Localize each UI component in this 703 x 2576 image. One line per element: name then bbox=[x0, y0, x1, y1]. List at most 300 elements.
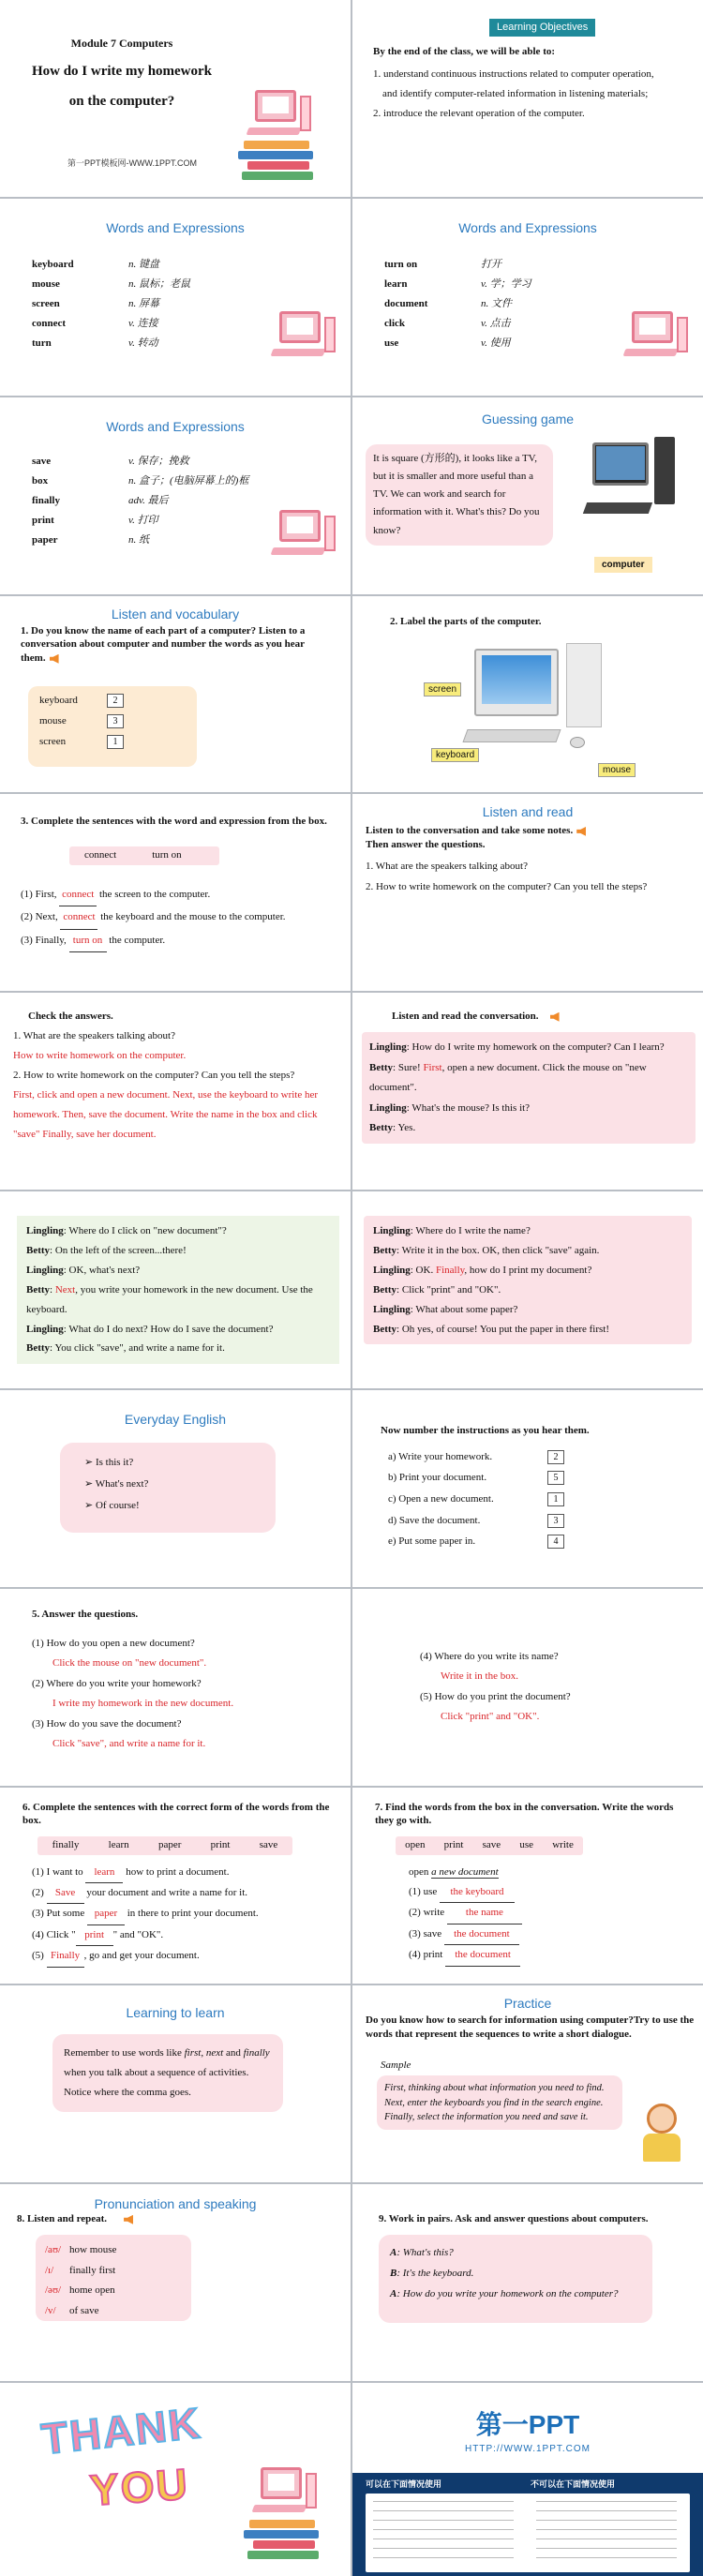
text: I write my homework in the new document. bbox=[52, 1698, 234, 1710]
slide-words-3 bbox=[0, 397, 351, 594]
text: (3) How do you save the document? bbox=[32, 1717, 182, 1730]
text: : Sure! bbox=[393, 1061, 424, 1073]
text: : Where do I write the name? bbox=[410, 1225, 531, 1237]
text: the document bbox=[445, 1945, 520, 1966]
link-table bbox=[366, 2494, 690, 2572]
slide-heading: Listen and vocabulary bbox=[111, 606, 240, 622]
list-item bbox=[409, 1863, 522, 1882]
text: , bbox=[201, 2047, 206, 2059]
text: : It's the keyboard. bbox=[396, 2268, 474, 2280]
dialogue-box bbox=[364, 1216, 692, 1344]
sample-text: First, thinking about what information you need to find. Next, enter the keyboards you find in the search engine. Finally, select the information you need and save it. bbox=[377, 2075, 622, 2130]
text: /v/ bbox=[45, 2304, 56, 2316]
slide-objectives bbox=[352, 0, 703, 197]
word-table bbox=[384, 255, 531, 353]
slide-listen-read bbox=[352, 794, 703, 991]
text: print bbox=[210, 1839, 231, 1851]
label-screen: screen bbox=[424, 682, 461, 697]
list-item bbox=[409, 1925, 522, 1945]
text: First, click and open a new document. Next, use the keyboard to write her homework. Then, save the document. Write the name in the box and click "save" Finally, save her document. bbox=[13, 1088, 319, 1140]
list-item bbox=[39, 694, 186, 714]
list-item bbox=[388, 1467, 564, 1489]
sentence-list bbox=[32, 1863, 259, 1968]
list-item bbox=[388, 1446, 564, 1468]
text: learn bbox=[108, 1839, 129, 1851]
text: (4) Click " bbox=[32, 1928, 76, 1940]
text: n. 盒子；(电脑屏幕上的)框 bbox=[128, 474, 249, 487]
word-row bbox=[32, 275, 190, 294]
text: n. 键盘 bbox=[128, 258, 159, 270]
text: (1) use bbox=[409, 1886, 440, 1898]
sample-label: Sample bbox=[381, 2059, 411, 2072]
text: e) Put some paper in. bbox=[388, 1535, 476, 1548]
slide-heading: Learning to learn bbox=[126, 2005, 225, 2021]
text: : Click "print" and "OK". bbox=[396, 1283, 501, 1295]
text: " and "OK". bbox=[112, 1928, 164, 1940]
girl-illustration bbox=[636, 2100, 688, 2165]
vocab-box bbox=[28, 686, 197, 767]
text: the keyboard and the mouse to the computer. bbox=[97, 911, 286, 923]
text: save bbox=[482, 1839, 501, 1851]
list-item bbox=[45, 2281, 182, 2300]
list-item bbox=[21, 884, 286, 906]
footer-panel bbox=[352, 2473, 703, 2576]
text: screen bbox=[39, 735, 67, 747]
text: (3) Finally, bbox=[21, 934, 69, 946]
computer-diagram bbox=[465, 643, 615, 774]
text: save bbox=[32, 455, 52, 467]
text: the computer. bbox=[106, 934, 166, 946]
text: Write it in the box. bbox=[441, 1670, 518, 1683]
slide-conversation-2 bbox=[0, 1191, 351, 1388]
computer-photo bbox=[576, 437, 679, 540]
text: : What's the mouse? Is this it? bbox=[406, 1101, 531, 1114]
riddle-text: It is square (方形的), it looks like a TV, but it is smaller and more useful than a TV. We can work and search for information with it. What's this? Do you know? bbox=[366, 444, 553, 546]
question-6: 6. Complete the sentences with the correct form of the words from the box. bbox=[22, 1801, 330, 1827]
text: adv. 最后 bbox=[128, 494, 169, 506]
list-item bbox=[388, 1531, 564, 1552]
text: home open bbox=[69, 2284, 115, 2297]
word-table bbox=[32, 452, 248, 550]
word-row bbox=[384, 334, 531, 353]
word-row bbox=[384, 255, 531, 275]
text: (1) I want to bbox=[32, 1865, 86, 1878]
text: (3) Put some bbox=[32, 1908, 87, 1920]
thank-text: THANK bbox=[38, 2398, 204, 2464]
answers bbox=[13, 1026, 343, 1144]
text: Lingling bbox=[369, 1041, 407, 1054]
text: (5) How do you print the document? bbox=[420, 1690, 571, 1702]
text: , you write your homework in the new document. Use the keyboard. bbox=[26, 1283, 313, 1315]
text: Listen to the conversation and take some notes. bbox=[366, 825, 574, 837]
text: connect bbox=[32, 317, 67, 329]
text: : On the left of the screen...there! bbox=[50, 1244, 187, 1256]
text: (3) save bbox=[409, 1927, 444, 1939]
slide-label-parts bbox=[352, 596, 703, 793]
text: 3 bbox=[547, 1514, 564, 1528]
text: 2. How to write homework on the computer? Can you tell the steps? bbox=[13, 1070, 295, 1081]
list-item: ➢ Of course! bbox=[84, 1495, 251, 1517]
text: connect bbox=[60, 906, 97, 929]
list-item bbox=[45, 2240, 182, 2260]
text: the name bbox=[447, 1903, 522, 1924]
list-item bbox=[32, 1904, 259, 1925]
list-item bbox=[388, 1510, 564, 1532]
text: : You click "save", and write a name for it. bbox=[50, 1342, 225, 1355]
slide-answer-questions-2 bbox=[352, 1589, 703, 1786]
text: A bbox=[390, 2247, 397, 2259]
slide-guessing-game bbox=[352, 397, 703, 594]
list-item bbox=[32, 1863, 259, 1883]
text: print bbox=[443, 1839, 464, 1851]
list-item: ➢ Is this it? bbox=[84, 1452, 251, 1474]
text: next bbox=[205, 2047, 224, 2059]
text: : OK, what's next? bbox=[63, 1264, 141, 1276]
computer-illustration bbox=[272, 510, 347, 566]
text: use bbox=[384, 337, 399, 349]
text: : Oh yes, of course! You put the paper in there first! bbox=[396, 1323, 610, 1335]
text: of save bbox=[69, 2304, 99, 2316]
text: v. 打印 bbox=[128, 514, 158, 526]
usage-forbidden: 不可以在下面情况使用 bbox=[531, 2479, 616, 2490]
text: a new document bbox=[431, 1865, 499, 1878]
conversation-heading bbox=[392, 1010, 560, 1024]
slide-conversation-1 bbox=[352, 993, 703, 1190]
word-box bbox=[37, 1836, 292, 1855]
text: finally bbox=[243, 2047, 270, 2059]
list-item bbox=[39, 735, 186, 756]
text: : How do I write my homework on the computer? Can I learn? bbox=[406, 1041, 665, 1054]
text: v. 使用 bbox=[481, 337, 511, 349]
text: Betty bbox=[373, 1244, 397, 1256]
slide-heading: Words and Expressions bbox=[106, 219, 245, 235]
text: Click "save", and write a name for it. bbox=[52, 1737, 206, 1749]
word-box bbox=[69, 846, 219, 865]
text: n. 鼠标；老鼠 bbox=[128, 277, 190, 290]
word-row bbox=[384, 314, 531, 334]
question-1 bbox=[21, 624, 330, 666]
word-table bbox=[32, 255, 190, 353]
slide-answer-questions-1 bbox=[0, 1589, 351, 1786]
text: Betty bbox=[26, 1244, 51, 1256]
text: Save bbox=[47, 1883, 84, 1904]
slide-check-answers bbox=[0, 993, 351, 1190]
text: Betty bbox=[26, 1342, 51, 1355]
text: v. 点击 bbox=[481, 317, 511, 329]
list-item: 1. What are the speakers talking about? bbox=[366, 861, 528, 873]
list-item bbox=[409, 1903, 522, 1924]
text: A bbox=[390, 2288, 397, 2300]
text: 8. Listen and repeat. bbox=[17, 2213, 108, 2225]
word-row bbox=[32, 472, 248, 491]
text: c) Open a new document. bbox=[388, 1493, 494, 1505]
text: Betty bbox=[369, 1121, 394, 1133]
word-box bbox=[396, 1836, 583, 1855]
text: Listen and read the conversation. bbox=[392, 1011, 539, 1023]
question-2: 2. Label the parts of the computer. bbox=[390, 615, 542, 627]
text: v. 保存；挽救 bbox=[128, 455, 189, 467]
question-8 bbox=[17, 2212, 133, 2226]
qa-list bbox=[420, 1647, 571, 1728]
computer-illustration bbox=[253, 2467, 328, 2524]
check-heading: Check the answers. bbox=[28, 1011, 113, 1023]
slide-complete-sentences bbox=[0, 794, 351, 991]
text: Lingling bbox=[26, 1225, 64, 1237]
text: , how do I print my document? bbox=[464, 1264, 592, 1276]
text: b) Print your document. bbox=[388, 1472, 487, 1484]
text: Betty bbox=[26, 1283, 51, 1295]
slide-words-2 bbox=[352, 199, 703, 396]
text: Next bbox=[54, 1283, 76, 1295]
text: Betty bbox=[369, 1061, 394, 1073]
text: in there to print your document. bbox=[124, 1908, 259, 1920]
slide-pronunciation bbox=[0, 2184, 351, 2381]
text: Lingling bbox=[373, 1303, 411, 1315]
text: click bbox=[384, 317, 405, 329]
text: 打开 bbox=[481, 258, 501, 270]
text: (4) Where do you write its name? bbox=[420, 1650, 559, 1662]
text: : What do I do next? How do I save the document? bbox=[63, 1323, 274, 1335]
objective-2: 2. introduce the relevant operation of the computer. bbox=[373, 107, 585, 119]
text: /aʊ/ bbox=[45, 2244, 62, 2256]
text: open bbox=[405, 1839, 426, 1851]
text: screen bbox=[32, 297, 60, 309]
text: how to print a document. bbox=[123, 1865, 230, 1878]
text: turn on bbox=[152, 849, 182, 861]
text: mouse bbox=[32, 277, 60, 290]
text: : What's this? bbox=[396, 2247, 454, 2259]
question-5: 5. Answer the questions. bbox=[32, 1608, 139, 1620]
slide-title bbox=[0, 0, 351, 197]
practice-question: Do you know how to search for information using computer?Try to use the words that represent the sequences to write a short dialogue. bbox=[366, 2014, 695, 2041]
slide-thank-you bbox=[0, 2383, 351, 2576]
text: box bbox=[32, 474, 49, 487]
slide-heading: Everyday English bbox=[124, 1411, 227, 1427]
text: Click the mouse on "new document". bbox=[52, 1657, 207, 1670]
brand-url[interactable]: HTTP://WWW.1PPT.COM bbox=[465, 2444, 591, 2455]
text: keyboard bbox=[39, 694, 78, 706]
text: learn bbox=[85, 1863, 123, 1883]
text: use bbox=[519, 1839, 534, 1851]
text: : Write it in the box. OK, then click "save" again. bbox=[396, 1244, 600, 1256]
text: How to write homework on the computer. bbox=[13, 1050, 187, 1062]
text: Remember to use words like bbox=[64, 2047, 185, 2059]
text: mouse bbox=[39, 714, 67, 726]
phoneme-box bbox=[36, 2235, 191, 2321]
text: First bbox=[423, 1061, 442, 1073]
text: a) Write your homework. bbox=[388, 1450, 493, 1462]
label-keyboard: keyboard bbox=[431, 748, 479, 763]
text: turn bbox=[32, 337, 52, 349]
text: d) Save the document. bbox=[388, 1514, 481, 1526]
books-illustration bbox=[240, 2520, 334, 2567]
answer-label: computer bbox=[594, 557, 652, 574]
text: 1 bbox=[107, 735, 124, 749]
instruction-list bbox=[388, 1446, 564, 1552]
slide-heading: Pronunciation and speaking bbox=[94, 2196, 257, 2212]
word-row bbox=[32, 491, 248, 511]
list-item bbox=[32, 1946, 259, 1967]
text: write bbox=[552, 1839, 574, 1851]
phrase-list bbox=[409, 1863, 522, 1967]
text: and bbox=[223, 2047, 244, 2059]
text: paper bbox=[87, 1904, 125, 1925]
speaker-icon[interactable] bbox=[576, 827, 586, 836]
phrase-box bbox=[60, 1443, 276, 1533]
dialogue-box bbox=[362, 1032, 696, 1144]
text: Lingling bbox=[373, 1225, 411, 1237]
word-row bbox=[32, 294, 190, 314]
text: , open a new document. Click the mouse on "new document". bbox=[369, 1061, 647, 1094]
word-row bbox=[32, 334, 190, 353]
text: 3 bbox=[107, 714, 124, 728]
text: Lingling bbox=[26, 1323, 64, 1335]
text: n. 屏幕 bbox=[128, 297, 159, 309]
text: : How do you write your homework on the computer? bbox=[396, 2288, 619, 2300]
lesson-title-line1: How do I write my homework bbox=[31, 64, 213, 79]
text: learn bbox=[384, 277, 408, 290]
list-item bbox=[21, 930, 286, 952]
text: : OK. bbox=[410, 1264, 436, 1276]
text: document bbox=[384, 297, 428, 309]
text: n. 纸 bbox=[128, 533, 149, 546]
text: the keyboard bbox=[440, 1882, 515, 1903]
text: v. 转动 bbox=[128, 337, 158, 349]
slide-practice bbox=[352, 1985, 703, 2182]
slide-everyday-english bbox=[0, 1390, 351, 1587]
text: turn on bbox=[69, 930, 107, 952]
list-item bbox=[45, 2301, 182, 2321]
list-item bbox=[39, 714, 186, 735]
objectives-list bbox=[373, 67, 696, 121]
text: 2 bbox=[547, 1450, 564, 1464]
list-item bbox=[409, 1882, 522, 1903]
speaker-icon[interactable] bbox=[50, 654, 59, 664]
text: Finally bbox=[435, 1264, 465, 1276]
text: keyboard bbox=[32, 258, 74, 270]
text: 4 bbox=[547, 1535, 564, 1549]
usage-allowed: 可以在下面情况使用 bbox=[366, 2479, 442, 2490]
slide-listen-vocab bbox=[0, 596, 351, 793]
word-row bbox=[32, 255, 190, 275]
objectives-badge: Learning Objectives bbox=[489, 19, 595, 37]
text: finally bbox=[52, 1839, 80, 1851]
slide-heading: Words and Expressions bbox=[106, 418, 245, 434]
text: (4) print bbox=[409, 1949, 446, 1961]
list-item bbox=[32, 1925, 259, 1946]
word-row bbox=[32, 511, 248, 531]
question-7: 7. Find the words from the box in the conversation. Write the words they go with. bbox=[375, 1801, 674, 1827]
list-item bbox=[388, 1489, 564, 1510]
text: B bbox=[390, 2268, 397, 2280]
text: connect bbox=[59, 884, 97, 906]
slide-heading: Words and Expressions bbox=[458, 219, 597, 235]
slide-brand bbox=[352, 2383, 703, 2576]
word-row bbox=[32, 531, 248, 550]
slide-heading: Guessing game bbox=[481, 411, 575, 427]
text: 5 bbox=[547, 1471, 564, 1485]
text: paper bbox=[157, 1839, 182, 1851]
sentence-list bbox=[21, 884, 286, 951]
text: : Where do I click on "new document"? bbox=[63, 1225, 227, 1237]
text: print bbox=[76, 1925, 113, 1946]
text: finally bbox=[32, 494, 60, 506]
text: (5) bbox=[32, 1950, 47, 1962]
brand-logo: 第一PPT bbox=[475, 2410, 580, 2440]
module-label: Module 7 Computers bbox=[70, 37, 173, 50]
slide-conversation-3 bbox=[352, 1191, 703, 1388]
list-item bbox=[21, 906, 286, 929]
question-3: 3. Complete the sentences with the word and expression from the box. bbox=[21, 816, 327, 828]
list-item: 2. How to write homework on the computer? Can you tell the steps? bbox=[366, 881, 648, 893]
list-item bbox=[45, 2261, 182, 2281]
slide-find-words bbox=[352, 1788, 703, 1984]
list-item bbox=[409, 1945, 522, 1966]
text: : What about some paper? bbox=[410, 1303, 518, 1315]
slide-heading: Practice bbox=[503, 1996, 552, 2012]
text: the screen to the computer. bbox=[97, 889, 211, 901]
question-9: 9. Work in pairs. Ask and answer questions about computers. bbox=[379, 2213, 649, 2225]
text: : Yes. bbox=[393, 1121, 416, 1133]
text: save bbox=[259, 1839, 278, 1851]
objective-1a: 1. understand continuous instructions related to computer operation, bbox=[373, 68, 654, 80]
computer-illustration bbox=[624, 311, 699, 367]
text: v. 学；学习 bbox=[481, 277, 531, 290]
slide-pair-work bbox=[352, 2184, 703, 2381]
text: finally first bbox=[69, 2264, 116, 2276]
objective-1b: and identify computer-related information in listening materials; bbox=[382, 87, 649, 99]
slide-correct-form bbox=[0, 1788, 351, 1984]
text: 2 bbox=[107, 694, 124, 708]
text: 1 bbox=[547, 1492, 564, 1506]
text: (2) Where do you write your homework? bbox=[32, 1677, 202, 1689]
text: (2) bbox=[32, 1887, 47, 1899]
text: Click "print" and "OK". bbox=[441, 1711, 540, 1723]
word-row bbox=[32, 452, 248, 472]
slide-words-1 bbox=[0, 199, 351, 396]
text: open bbox=[409, 1865, 432, 1878]
text: (1) First, bbox=[21, 889, 60, 901]
list-item: ➢ What's next? bbox=[84, 1474, 251, 1495]
text: Lingling bbox=[369, 1101, 407, 1114]
text: Lingling bbox=[26, 1264, 64, 1276]
speaker-icon[interactable] bbox=[124, 2215, 133, 2224]
question-list bbox=[366, 856, 647, 897]
text: /ɪ/ bbox=[45, 2264, 54, 2276]
text: Betty bbox=[373, 1283, 397, 1295]
text: n. 文件 bbox=[481, 297, 512, 309]
text: : bbox=[50, 1283, 55, 1295]
word-row bbox=[384, 275, 531, 294]
slide-learning-to-learn bbox=[0, 1985, 351, 2182]
text: when you talk about a sequence of activities. Notice where the comma goes. bbox=[64, 2067, 249, 2099]
text: turn on bbox=[384, 258, 418, 270]
list-item bbox=[32, 1883, 259, 1904]
computer-illustration bbox=[247, 90, 322, 146]
text: (2) write bbox=[409, 1907, 447, 1919]
dialogue-box bbox=[379, 2235, 652, 2323]
lesson-title-line2: on the computer? bbox=[68, 94, 175, 109]
tip-box bbox=[52, 2034, 283, 2112]
text: (1) How do you open a new document? bbox=[32, 1637, 195, 1649]
qa-list bbox=[32, 1634, 233, 1755]
text: Then answer the questions. bbox=[366, 839, 486, 851]
books-illustration bbox=[234, 141, 328, 187]
speaker-icon[interactable] bbox=[550, 1012, 560, 1022]
word-row bbox=[384, 294, 531, 314]
text: 1. What are the speakers talking about? bbox=[13, 1030, 175, 1042]
you-text: YOU bbox=[88, 2459, 191, 2515]
